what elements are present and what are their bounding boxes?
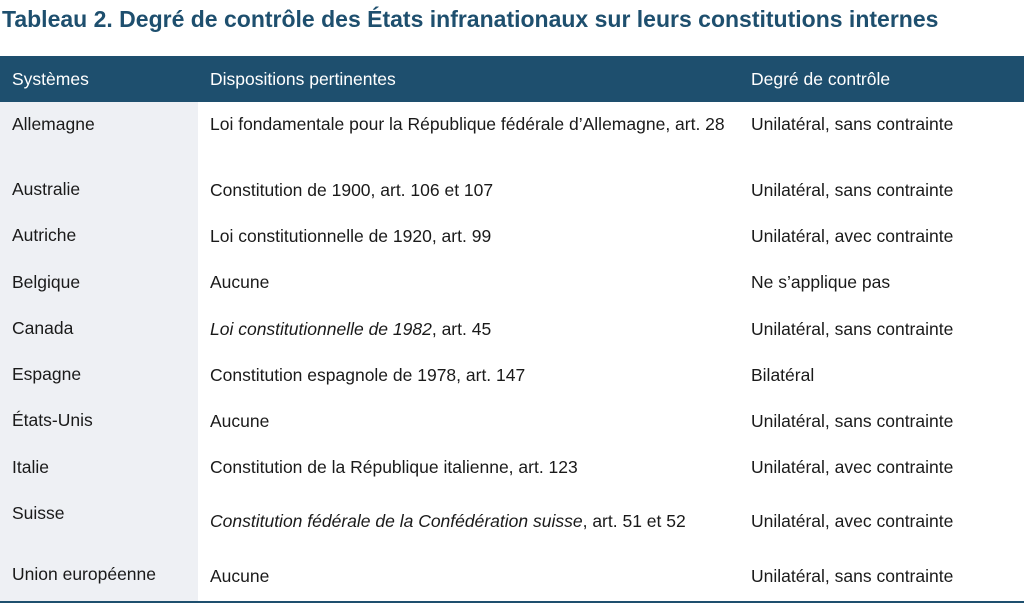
system-cell: Australie xyxy=(0,167,198,213)
provision-text: Loi constitutionnelle de 1920, art. 99 xyxy=(210,225,492,246)
provision-text: Constitution espagnole de 1978, art. 147 xyxy=(210,364,526,385)
control-cell: Unilatéral, avec contrainte xyxy=(751,511,954,532)
provision-cell xyxy=(198,552,739,602)
table-row xyxy=(0,260,1024,306)
table-row xyxy=(0,491,1024,552)
provision-cell xyxy=(198,213,739,259)
table-row xyxy=(0,398,1024,444)
provision-cell xyxy=(198,352,739,398)
system-cell: Suisse xyxy=(0,491,198,552)
control-cell: Unilatéral, sans contrainte xyxy=(751,114,954,134)
control-cell: Unilatéral, sans contrainte xyxy=(751,566,954,587)
control-cell: Unilatéral, avec contrainte xyxy=(751,457,954,478)
system-cell: Belgique xyxy=(0,260,198,306)
system-cell: Autriche xyxy=(0,213,198,259)
table-header-row xyxy=(0,56,1024,102)
control-cell: Unilatéral, sans contrainte xyxy=(751,318,954,339)
table-row xyxy=(0,445,1024,491)
provision-cell xyxy=(198,102,739,167)
provision-text: Aucune xyxy=(210,411,270,432)
provision-italic: Constitution fédérale de la Confédération suisse xyxy=(210,511,583,532)
system-cell: États-Unis xyxy=(0,398,198,444)
system-cell: Italie xyxy=(0,445,198,491)
provision-text: Aucune xyxy=(210,566,270,587)
provision-cell xyxy=(198,306,739,352)
provision-text: , art. 51 et 52 xyxy=(582,511,686,532)
table-row xyxy=(0,352,1024,398)
header-provisions: Dispositions pertinentes xyxy=(210,68,396,89)
constitution-control-table xyxy=(0,56,1024,603)
provision-text: Constitution de la République italienne, art. 123 xyxy=(210,457,578,478)
system-cell: Union européenne xyxy=(0,552,198,602)
system-cell: Allemagne xyxy=(0,102,198,167)
header-systems: Systèmes xyxy=(12,68,89,89)
provision-cell xyxy=(198,445,739,491)
provision-text: , art. 45 xyxy=(431,318,492,339)
control-cell: Unilatéral, sans contrainte xyxy=(751,411,954,432)
table-row xyxy=(0,552,1024,602)
provision-cell xyxy=(198,260,739,306)
provision-italic: Loi constitutionnelle de 1982 xyxy=(210,318,432,339)
provision-text: Constitution de 1900, art. 106 et 107 xyxy=(210,179,494,200)
table-row xyxy=(0,167,1024,213)
control-cell: Ne s’applique pas xyxy=(751,272,891,293)
provision-text: Loi fondamentale pour la République fédérale d’Allemagne, art. 28 xyxy=(210,114,725,134)
provision-cell xyxy=(198,491,739,552)
provision-cell xyxy=(198,167,739,213)
header-control-degree: Degré de contrôle xyxy=(751,68,891,89)
table-row xyxy=(0,213,1024,259)
system-cell: Espagne xyxy=(0,352,198,398)
provision-cell xyxy=(198,398,739,444)
control-cell: Unilatéral, sans contrainte xyxy=(751,179,954,200)
control-cell: Bilatéral xyxy=(751,364,815,385)
table-row xyxy=(0,102,1024,167)
provision-text: Aucune xyxy=(210,272,270,293)
control-cell: Unilatéral, avec contrainte xyxy=(751,225,954,246)
table-row xyxy=(0,306,1024,352)
system-cell: Canada xyxy=(0,306,198,352)
table-title: Tableau 2. Degré de contrôle des États infranationaux sur leurs constitutions internes xyxy=(2,6,939,32)
